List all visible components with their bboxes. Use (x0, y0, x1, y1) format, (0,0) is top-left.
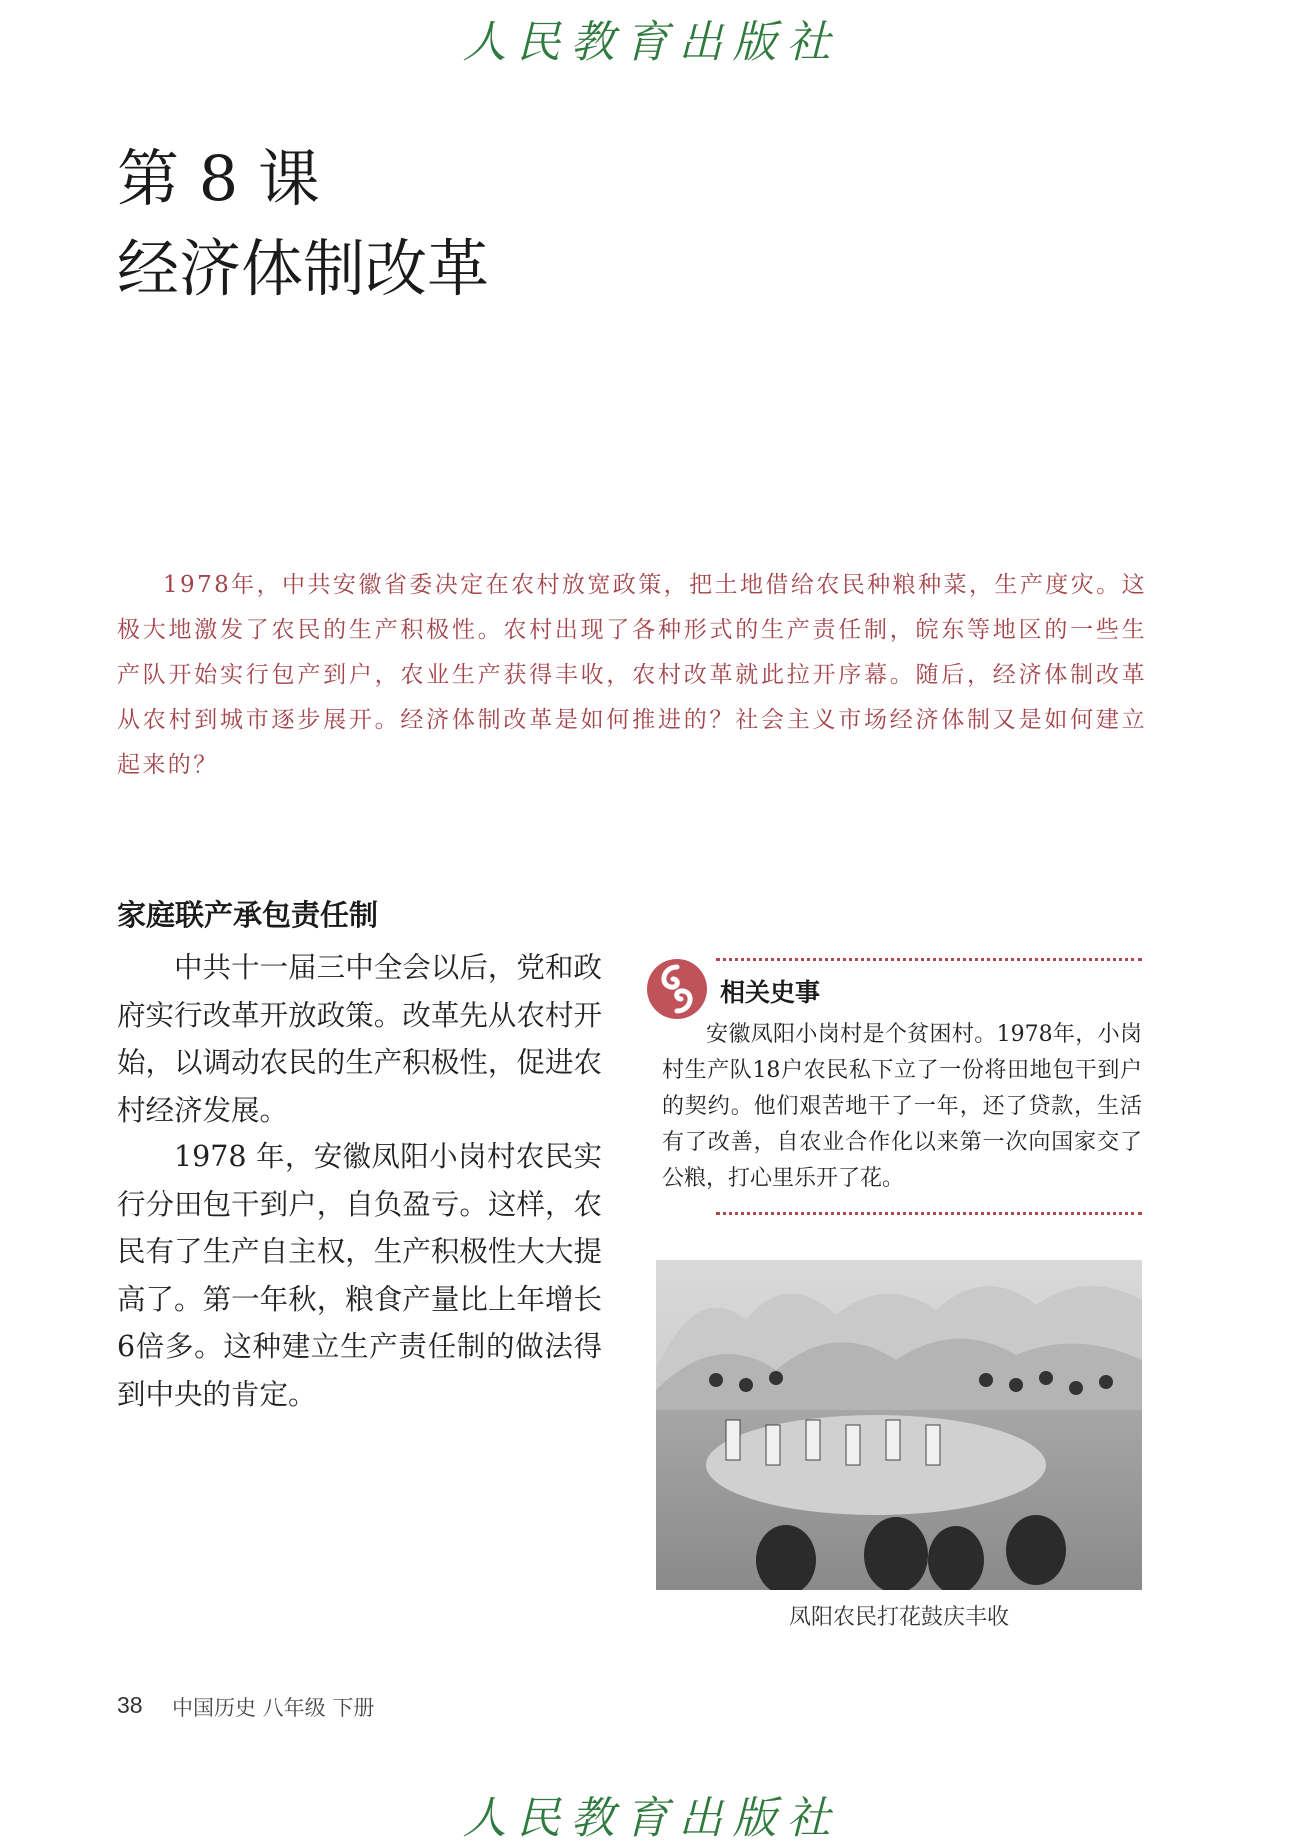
lesson-title: 经济体制改革 (117, 232, 490, 305)
page-number: 38 (117, 1692, 143, 1718)
publisher-watermark-top: 人民教育出版社 (462, 17, 841, 68)
body-paragraph-2: 1978 年，安徽凤阳小岗村农民实行分田包干到户，自负盈亏。这样，农民有了生产自主权，生产积极性大大提高了。第一年秋，粮食产量比上年增长6倍多。这种建立生产责任制的做法得到中央的肯定。 (117, 1140, 602, 1411)
festival-photo (656, 1260, 1142, 1590)
book-title: 中国历史 八年级 下册 (172, 1696, 375, 1720)
intro-paragraph: 1978年，中共安徽省委决定在农村放宽政策，把土地借给农民种粮种菜，生产度灾。这极大地激发了农民的生产积极性。农村出现了各种形式的生产责任制，皖东等地区的一些生产队开始实行包产到户，农业生产获得丰收，农村改革就此拉开序幕。随后，经济体制改革从农村到城市逐步展开。经济体制改革是如何推进的？社会主义市场经济体制又是如何建立起来的？ (117, 572, 1147, 778)
swirl-logo-icon (645, 957, 709, 1021)
sidebar-top-divider (716, 958, 1142, 961)
body-paragraph-1: 中共十一届三中全会以后，党和政府实行改革开放政策。改革先从农村开始，以调动农民的生产积极性，促进农村经济发展。 (117, 951, 602, 1127)
publisher-watermark-bottom: 人民教育出版社 (462, 1793, 841, 1844)
section-heading: 家庭联产承包责任制 (117, 898, 379, 932)
lesson-number: 第 8 课 (117, 142, 320, 215)
sidebar-bottom-divider (716, 1212, 1142, 1215)
sidebar-text: 安徽凤阳小岗村是个贫困村。1978年，小岗村生产队18户农民私下立了一份将田地包干到户的契约。他们艰苦地干了一年，还了贷款，生活有了改善，自农业合作化以来第一次向国家交了公粮，打心里乐开了花。 (662, 1022, 1142, 1191)
photo-caption: 凤阳农民打花鼓庆丰收 (788, 1605, 1009, 1630)
sidebar-label: 相关史事 (720, 978, 821, 1007)
